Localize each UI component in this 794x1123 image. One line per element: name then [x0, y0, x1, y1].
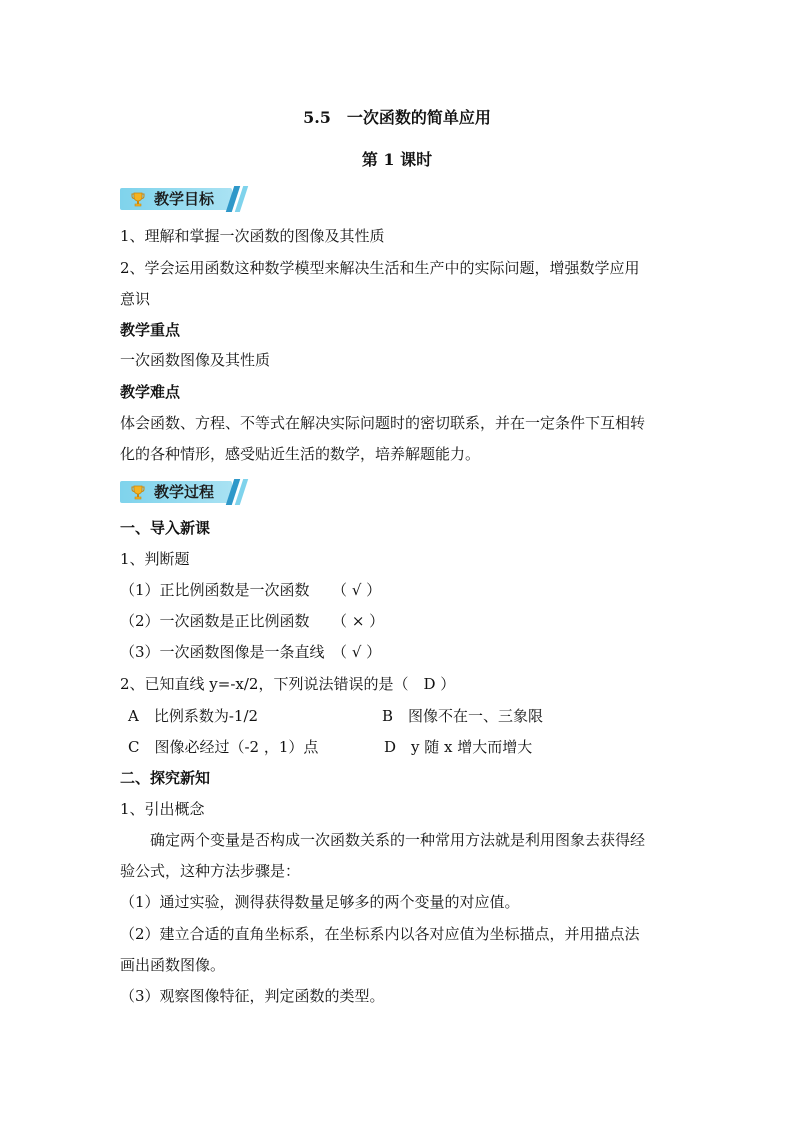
- concept-heading: 1、引出概念: [120, 800, 205, 818]
- part1-heading: 一、导入新课: [120, 519, 211, 537]
- objective-item-2-cont: 意识: [120, 290, 151, 308]
- step-3: （3）观察图像特征，判定函数的类型。: [120, 987, 385, 1005]
- trophy-icon: [130, 191, 146, 207]
- process-banner: [120, 479, 248, 505]
- question-1a: （1）正比例函数是一次函数 （ √ ）: [120, 581, 382, 599]
- part2-heading: 二、探究新知: [120, 769, 211, 787]
- concept-text-cont: 验公式，这种方法步骤是：: [120, 862, 301, 880]
- step-1: （1）通过实验，测得获得数量足够多的两个变量的对应值。: [120, 893, 520, 911]
- question-1-heading: 1、判断题: [120, 550, 190, 568]
- process-banner-label: 教学过程: [154, 483, 215, 501]
- key-points-heading: 教学重点: [120, 321, 181, 339]
- option-c: C 图像必经过（-2 ，1）点: [128, 738, 319, 756]
- difficulty-text-cont: 化的各种情形，感受贴近生活的数学，培养解题能力。: [120, 445, 481, 463]
- difficulty-heading: 教学难点: [120, 383, 181, 401]
- difficulty-text: 体会函数、方程、不等式在解决实际问题时的密切联系，并在一定条件下互相转: [120, 414, 646, 432]
- option-d: D y 随 x 增大而增大: [384, 738, 533, 756]
- objective-item-2: 2、学会运用函数这种数学模型来解决生活和生产中的实际问题，增强数学应用: [120, 259, 640, 277]
- key-points-text: 一次函数图像及其性质: [120, 351, 271, 369]
- lesson-title: 5.5 一次函数的简单应用: [303, 108, 491, 127]
- trophy-icon: [130, 484, 146, 500]
- lesson-subtitle: 第 1 课时: [361, 150, 433, 169]
- concept-text: 确定两个变量是否构成一次函数关系的一种常用方法就是利用图象去获得经: [120, 831, 646, 849]
- objective-item-1: 1、理解和掌握一次函数的图像及其性质: [120, 227, 385, 245]
- objectives-banner: [120, 186, 248, 212]
- question-1c: （3）一次函数图像是一条直线 （ √ ）: [120, 643, 382, 661]
- question-2: 2、已知直线 y=-x/2，下列说法错误的是（ D ）: [120, 675, 456, 693]
- step-2-cont: 画出函数图像。: [120, 956, 226, 974]
- option-a: A 比例系数为-1/2: [128, 707, 259, 725]
- question-1b: （2）一次函数是正比例函数 （ × ）: [120, 612, 385, 630]
- option-b: B 图像不在一、三象限: [382, 707, 544, 725]
- objectives-banner-label: 教学目标: [154, 190, 215, 208]
- step-2: （2）建立合适的直角坐标系，在坐标系内以各对应值为坐标描点，并用描点法: [120, 925, 640, 943]
